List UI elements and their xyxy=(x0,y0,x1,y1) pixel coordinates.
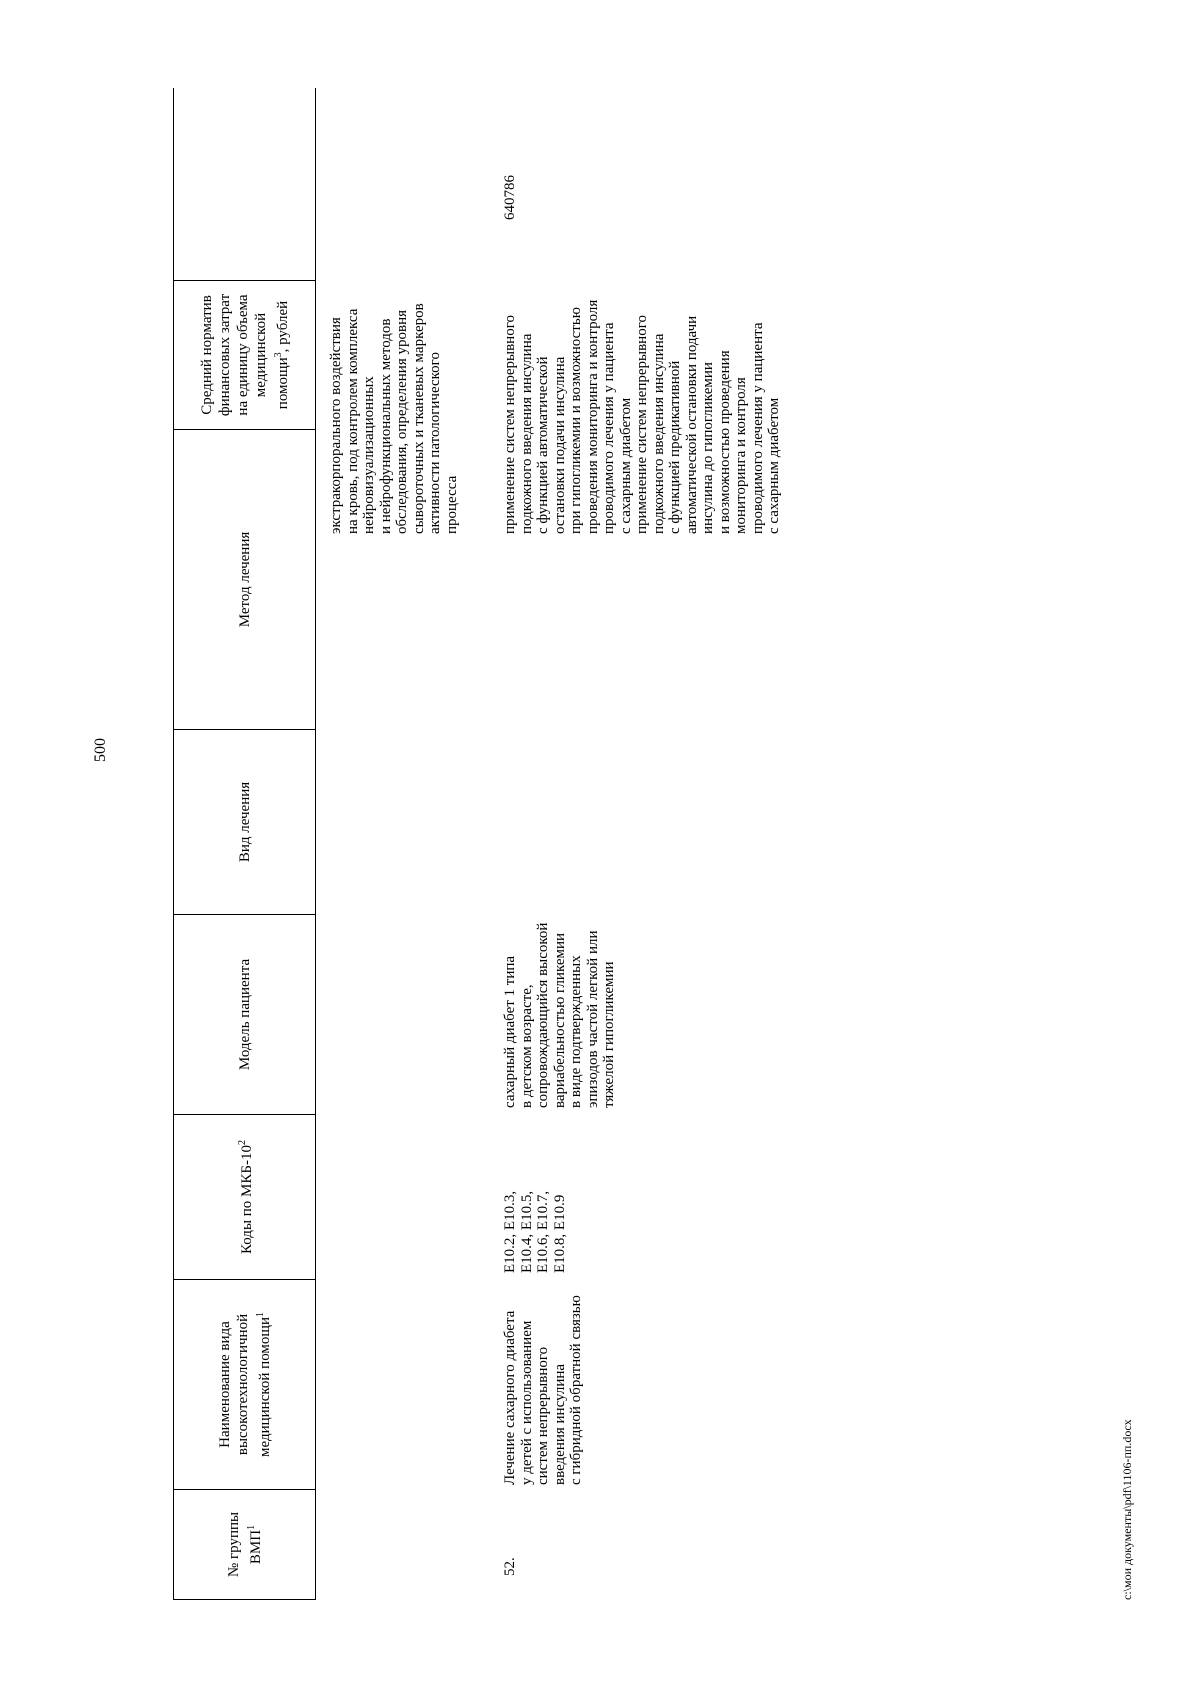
row-patient-model: сахарный диабет 1 типа в детском возрасте, сопровождающийся высокой вариабельностью гликемии в виде подтвержденных эпизодов частой легкой или тяжелой гипогликемии xyxy=(502,922,617,1108)
header-cost-text: Средний норматив финансовых затрат на единицу объема медицинской помощи xyxy=(198,293,291,417)
footnote-mark: 3 xyxy=(272,352,284,358)
header-patient-model xyxy=(174,915,315,1115)
header-cost xyxy=(174,280,315,430)
header-group-no xyxy=(174,1490,315,1600)
table-header xyxy=(173,88,316,1600)
header-name xyxy=(174,1280,315,1490)
footer-file-path: c:\мои документы\pdf\1106-пп.docx xyxy=(1120,1419,1134,1600)
row-method: применение систем непрерывного подкожного введения инсулина с функцией автоматической остановки подачи инсулина при гипогликемии и возможностью проведения мониторинга и контроля проводимого лечения у пациента с сахарным диабетом применение систем непрерывного подкожного введения инсулина с функцией предикативной автоматической остановки подачи инсулина до гипогликемии и возможностью проведения мониторинга и контроля проводимого лечения у пациента с сахарным диабетом xyxy=(502,299,782,534)
header-treatment-method-text: Метод лечения xyxy=(236,531,253,628)
header-patient-model-text: Модель пациента xyxy=(236,958,253,1071)
row-number: 52. xyxy=(502,1557,518,1576)
header-cost-suffix: , рублей xyxy=(274,300,291,353)
footnote-mark: 2 xyxy=(236,1140,248,1145)
header-codes xyxy=(174,1115,315,1280)
footnote-mark: 1 xyxy=(254,1312,266,1318)
continuation-method: экстракорпорального воздействия на кровь, под контролем комплекса нейровизуализационных и нейрофункциональных методов обследования, определения уровня сывороточных и тканевых маркеров активности патологического процесса xyxy=(328,303,460,534)
page-number: 500 xyxy=(92,738,109,762)
header-treatment-method xyxy=(174,430,315,730)
row-codes: E10.2, E10.3, E10.4, E10.5, E10.6, E10.7, E10.8, E10.9 xyxy=(502,1190,568,1273)
header-name-text: Наименование вида высокотехнологичной медицинской помощи xyxy=(216,1313,273,1457)
rotated-page xyxy=(80,80,1140,1600)
header-treatment-type-text: Вид лечения xyxy=(236,781,253,863)
row-cost: 640786 xyxy=(502,175,518,220)
header-treatment-type xyxy=(174,730,315,915)
header-codes-text: Коды по МКБ-10 xyxy=(238,1145,255,1255)
row-name: Лечение сахарного диабета у детей с использованием систем непрерывного введения инсулина с гибридной обратной связью xyxy=(502,1295,584,1485)
header-group-no-text: № группы ВМП xyxy=(225,1511,264,1578)
footnote-mark: 1 xyxy=(245,1524,257,1530)
